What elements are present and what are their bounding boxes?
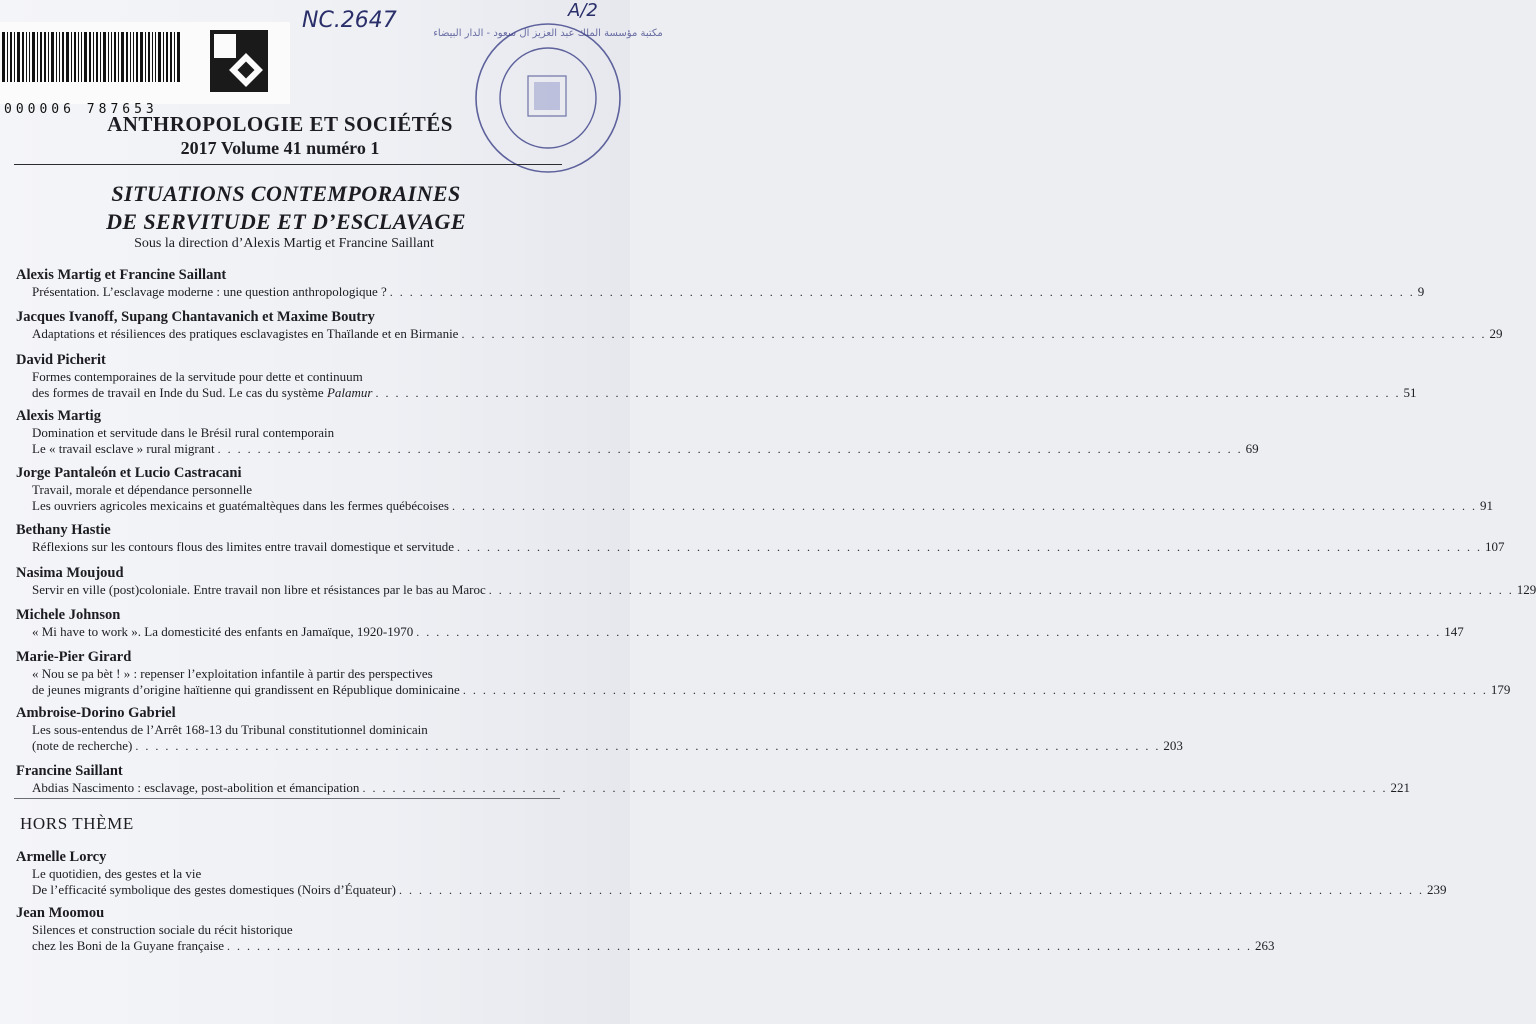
barcode-bar [148, 32, 150, 82]
leader-dots [135, 738, 1160, 754]
barcode-bar [81, 32, 82, 82]
entry-title-text: Domination et servitude dans le Brésil rural contemporain [32, 425, 335, 440]
barcode-bar [29, 32, 30, 82]
entry-title-text: (note de recherche) [32, 738, 133, 753]
entry-author: Armelle Lorcy [16, 849, 107, 865]
entry-page-number: 263 [1255, 938, 1275, 953]
section-rule [14, 798, 560, 799]
publisher-logo-icon [210, 30, 268, 92]
entry-page-number: 69 [1245, 441, 1259, 456]
entry-author: Francine Saillant [16, 763, 123, 779]
entry-title-line [16, 780, 1410, 796]
barcode-sticker [0, 22, 290, 117]
entry-title-text: Silences et construction sociale du récit historique [32, 922, 293, 937]
entry-title-text: Abdias Nascimento : esclavage, post-abolition et émancipation [32, 780, 360, 795]
barcode-bar [130, 32, 131, 82]
barcode-bar [114, 32, 116, 82]
leader-dots [218, 441, 1243, 457]
entry-title-line [16, 866, 558, 882]
leader-dots [463, 682, 1488, 698]
journal-title: ANTHROPOLOGIE ET SOCIÉTÉS [107, 112, 453, 136]
entry-title-text: Travail, morale et dépendance personnelle [32, 482, 253, 497]
barcode-bar [74, 32, 76, 82]
entry-title-line [16, 284, 1425, 300]
barcode-bar [174, 32, 175, 82]
toc-entry [16, 606, 1464, 640]
barcode-bar [32, 32, 35, 82]
leader-dots [362, 780, 1387, 796]
entry-title-text: De l’efficacité symbolique des gestes domestiques (Noirs d’Équateur) [32, 882, 397, 897]
theme-title-line-2: DE SERVITUDE ET D’ESCLAVAGE [106, 209, 466, 234]
barcode-bar [140, 32, 143, 82]
toc-entry [16, 308, 1503, 342]
entry-title-text: des formes de travail en Inde du Sud. Le cas du système Palamur [32, 385, 373, 400]
catalog-number-handwriting: NC.2647 [302, 8, 397, 33]
entry-title-text: Formes contemporaines de la servitude pour dette et continuum [32, 369, 363, 384]
entry-author: Jorge Pantaleón et Lucio Castracani [16, 465, 242, 481]
barcode-bar [84, 32, 87, 82]
barcode-bar [121, 32, 124, 82]
entry-title-line [16, 922, 558, 938]
entry-title-line [16, 326, 1503, 342]
entry-author: Ambroise-Dorino Gabriel [16, 705, 176, 721]
entry-title-text: de jeunes migrants d’origine haïtienne qui grandissent en République dominicaine [32, 682, 460, 697]
barcode-bar [22, 32, 24, 82]
barcode-bar [59, 32, 60, 82]
theme-title-line-1: SITUATIONS CONTEMPORAINES [111, 181, 461, 206]
entry-author: Alexis Martig et Francine Saillant [16, 267, 227, 283]
entry-title-text: Les ouvriers agricoles mexicains et guatémaltèques dans les fermes québécoises [32, 498, 449, 513]
header-rule [14, 164, 562, 165]
barcode-bar [96, 32, 98, 82]
entry-title-text: chez les Boni de la Guyane française [32, 938, 225, 953]
barcode-bar [51, 32, 54, 82]
entry-page-number: 203 [1163, 738, 1183, 753]
entry-page-number: 221 [1390, 780, 1410, 795]
entry-author: Alexis Martig [16, 408, 101, 424]
entry-page-number: 29 [1489, 326, 1503, 341]
entry-page-number: 239 [1427, 882, 1447, 897]
barcode-bar [40, 32, 42, 82]
entry-page-number: 9 [1417, 284, 1425, 299]
barcode-bar [111, 32, 112, 82]
barcode-bars [2, 32, 202, 82]
toc-entry [16, 521, 1505, 555]
stamp-text: مكتبة مؤسسة الملك عبد العزيز آل سعود - الدار البيضاء [433, 28, 663, 39]
barcode-bar [89, 32, 91, 82]
entry-title-text: Les sous-entendus de l’Arrêt 168-13 du Tribunal constitutionnel dominicain [32, 722, 428, 737]
hors-theme-header: HORS THÈME [20, 814, 134, 833]
entry-author: Marie-Pier Girard [16, 649, 132, 665]
barcode-bar [163, 32, 164, 82]
entry-author: Jacques Ivanoff, Supang Chantavanich et Maxime Boutry [16, 309, 375, 325]
barcode-bar [103, 32, 106, 82]
entry-author: Jean Moomou [16, 905, 105, 921]
barcode-number: 000006 787653 [4, 102, 158, 117]
entry-author: David Picherit [16, 352, 106, 368]
entry-title-text: Le « travail esclave » rural migrant [32, 441, 215, 456]
entry-title-line [16, 369, 558, 385]
barcode-bar [108, 32, 109, 82]
barcode-bar [78, 32, 79, 82]
toc-entry [16, 648, 1511, 698]
toc-entry [16, 704, 1183, 754]
barcode-bar [62, 32, 64, 82]
entry-title-text: Servir en ville (post)coloniale. Entre travail non libre et résistances par le bas au Maroc [32, 582, 486, 597]
barcode-bar [166, 32, 168, 82]
barcode-bar [71, 32, 72, 82]
leader-dots [416, 624, 1441, 640]
entry-page-number: 129 [1516, 582, 1536, 597]
barcode-bar [158, 32, 161, 82]
barcode-bar [136, 32, 138, 82]
barcode-bar [93, 32, 94, 82]
editors-line: Sous la direction d’Alexis Martig et Francine Saillant [134, 236, 434, 251]
barcode-bar [17, 32, 20, 82]
barcode-bar [100, 32, 101, 82]
entry-title-line [16, 582, 1536, 598]
entry-title-text: Présentation. L’esclavage moderne : une question anthropologique ? [32, 284, 387, 299]
entry-title-line [16, 624, 1464, 640]
barcode-bar [133, 32, 134, 82]
leader-dots [452, 498, 1477, 514]
toc-entry [16, 564, 1536, 598]
entry-title-line [16, 722, 558, 738]
barcode-bar [145, 32, 146, 82]
leader-dots [489, 582, 1514, 598]
entry-page-number: 51 [1403, 385, 1417, 400]
barcode-bar [10, 32, 12, 82]
entry-page-number: 147 [1444, 624, 1464, 639]
toc-entry [16, 848, 1447, 898]
entry-title-text: Adaptations et résiliences des pratiques esclavagistes en Thaïlande et en Birmanie [32, 326, 459, 341]
toc-entry [16, 762, 1410, 796]
entry-title-line [16, 666, 558, 682]
toc-entry [16, 351, 1417, 401]
barcode-bar [7, 32, 8, 82]
barcode-bar [126, 32, 128, 82]
entry-title-text: « Mi have to work ». La domesticité des enfants en Jamaïque, 1920-1970 [32, 624, 414, 639]
journal-issue: 2017 Volume 41 numéro 1 [180, 138, 380, 158]
entry-title-text: Réflexions sur les contours flous des limites entre travail domestique et servitude [32, 539, 455, 554]
barcode-bar [66, 32, 69, 82]
barcode-bar [155, 32, 156, 82]
barcode-bar [26, 32, 27, 82]
barcode-bar [48, 32, 49, 82]
barcode-bar [14, 32, 15, 82]
barcode-bar [2, 32, 5, 82]
barcode-bar [56, 32, 57, 82]
barcode-bar [177, 32, 180, 82]
barcode-bar [152, 32, 153, 82]
leader-dots [461, 326, 1486, 342]
entry-title-line [16, 385, 1417, 401]
entry-page-number: 91 [1479, 498, 1493, 513]
leader-dots [390, 284, 1415, 300]
toc-entry [16, 464, 1493, 514]
entry-title-line [16, 441, 1259, 457]
entry-title-line [16, 738, 1183, 754]
barcode-bar [37, 32, 38, 82]
toc-entry [16, 407, 1259, 457]
entry-title-text: « Nou se pa bèt ! » : repenser l’exploitation infantile à partir des perspectives [32, 666, 433, 681]
entry-title-line [16, 682, 1511, 698]
barcode-bar [170, 32, 172, 82]
barcode-bar [118, 32, 119, 82]
entry-title-line [16, 482, 558, 498]
entry-title-line [16, 498, 1493, 514]
leader-dots [375, 385, 1400, 401]
entry-author: Bethany Hastie [16, 522, 111, 538]
entry-title-italic: Palamur [326, 385, 373, 400]
entry-title-line [16, 425, 558, 441]
entry-title-line [16, 539, 1505, 555]
barcode-bar [44, 32, 46, 82]
entry-page-number: 107 [1485, 539, 1505, 554]
theme-title [0, 180, 572, 236]
entry-title-text: Le quotidien, des gestes et la vie [32, 866, 202, 881]
entry-title-line [16, 938, 1275, 954]
toc-entry [16, 266, 1425, 300]
entry-title-line [16, 882, 1447, 898]
entry-page-number: 179 [1490, 682, 1511, 697]
leader-dots [457, 539, 1482, 555]
leader-dots [227, 938, 1252, 954]
leader-dots [399, 882, 1424, 898]
entry-author: Nasima Moujoud [16, 565, 124, 581]
toc-entry [16, 904, 1275, 954]
corner-handwriting: A/2 [568, 0, 598, 21]
entry-author: Michele Johnson [16, 607, 121, 623]
